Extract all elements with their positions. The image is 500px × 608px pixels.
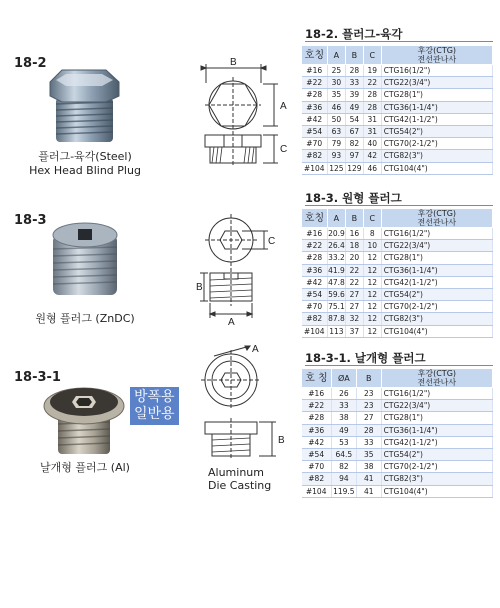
table-row [302, 313, 493, 325]
table-cell: 30 [327, 77, 345, 89]
table-row [302, 412, 493, 424]
wing-plug-drawing [196, 342, 292, 467]
table-row [302, 436, 493, 448]
table-cell: 12 [363, 276, 381, 288]
th-thread-line1: 후강(CTG) [417, 369, 457, 378]
table-cell: 31 [363, 113, 381, 125]
table-row [302, 77, 493, 89]
table-cell: 46 [327, 101, 345, 113]
table-cell: 25 [327, 65, 345, 77]
wing-plug-photo [38, 378, 130, 458]
table-cell: 33 [331, 400, 356, 412]
table-cell: #16 [302, 388, 332, 400]
note-line2: Die Casting [208, 479, 272, 492]
table-cell: CTG16(1/2") [381, 228, 492, 240]
die-casting-note [208, 466, 271, 492]
table-cell: CTG82(3") [381, 150, 492, 162]
usage-badge [130, 387, 179, 425]
th-thread [381, 46, 492, 65]
table-body [302, 65, 493, 175]
table-row [302, 150, 493, 162]
th-b: B [356, 369, 381, 388]
table-row [302, 388, 493, 400]
table-cell: CTG104(4") [381, 162, 492, 174]
table-row [302, 162, 493, 174]
table-cell: #104 [302, 162, 328, 174]
table-cell: CTG36(1-1/4") [381, 424, 492, 436]
table-cell: 20.9 [328, 229, 345, 239]
table-row [302, 424, 493, 436]
table-cell: 16 [345, 228, 363, 240]
table-cell: 41.9 [328, 265, 345, 275]
table-cell: 19 [363, 65, 381, 77]
table-cell: 28 [363, 89, 381, 101]
table-cell: #54 [302, 448, 332, 460]
table-row [302, 113, 493, 125]
table-cell: 12 [363, 288, 381, 300]
table-cell: CTG28(1") [381, 252, 492, 264]
table-cell: #36 [302, 101, 328, 113]
table-cell: 35 [327, 89, 345, 101]
table-row [302, 125, 493, 137]
spec-table-18-3 [301, 208, 493, 338]
table-cell: #36 [302, 424, 332, 436]
table-cell: 59.6 [328, 290, 345, 300]
table-cell: CTG22(3/4") [381, 400, 492, 412]
table-cell: #42 [302, 113, 328, 125]
round-plug-photo [45, 215, 125, 300]
table-cell: 38 [356, 461, 381, 473]
table-cell: 31 [363, 125, 381, 137]
table-cell: 119.5 [333, 486, 355, 496]
th-thread-line2: 전선관나사 [417, 378, 457, 387]
spec-table-18-3-1 [301, 368, 493, 498]
table-cell: 12 [363, 325, 381, 337]
table-cell: 10 [363, 240, 381, 252]
table-cell: #54 [302, 125, 328, 137]
table-cell: CTG42(1-1/2") [381, 436, 492, 448]
table-cell: 42 [363, 150, 381, 162]
table-row [302, 288, 493, 300]
table-cell: 47.8 [328, 277, 345, 287]
table-cell: 12 [363, 252, 381, 264]
table-cell: 28 [363, 101, 381, 113]
dim-label-c: C [280, 144, 288, 155]
table-cell: CTG42(1-1/2") [381, 113, 492, 125]
table-cell: #82 [302, 150, 328, 162]
table-cell: 63 [327, 125, 345, 137]
table-cell: 129 [347, 163, 362, 173]
table-cell: CTG28(1") [381, 89, 492, 101]
table-cell: #42 [302, 436, 332, 448]
table-row [302, 485, 493, 497]
th-b: B [345, 46, 363, 65]
th-dia-a: ØA [331, 369, 356, 388]
table-cell: #104 [302, 325, 328, 337]
table-cell: 12 [363, 264, 381, 276]
table-cell: 125 [329, 163, 344, 173]
wing-plug-caption: 날개형 플러그 (Al) [40, 461, 130, 474]
table-cell: 38 [331, 412, 356, 424]
table-cell: #70 [302, 461, 332, 473]
table-cell: #82 [302, 473, 332, 485]
table-cell: 22 [363, 77, 381, 89]
table-cell: #22 [302, 77, 328, 89]
round-plug-drawing [196, 210, 292, 325]
table-cell: 27 [345, 301, 363, 313]
table-cell: 54 [345, 113, 363, 125]
table-cell: 12 [363, 313, 381, 325]
table-row [302, 301, 493, 313]
th-thread-line1: 후강(CTG) [417, 46, 457, 55]
table-cell: CTG22(3/4") [381, 77, 492, 89]
table-cell: CTG82(3") [381, 313, 492, 325]
table-cell: 22 [345, 276, 363, 288]
table-row [302, 89, 493, 101]
table-cell: 33.2 [328, 253, 345, 263]
table-cell: #28 [302, 252, 328, 264]
th-thread-line2: 전선관나사 [417, 55, 457, 64]
table-cell: #70 [302, 138, 328, 150]
product-id-18-3-1: 18-3-1 [14, 370, 61, 385]
dim-label-b: B [230, 57, 237, 68]
table-cell: 12 [363, 301, 381, 313]
table-row [302, 448, 493, 460]
table-row [302, 252, 493, 264]
table-row [302, 473, 493, 485]
table-cell: #28 [302, 412, 332, 424]
th-thread-line2: 전선관나사 [417, 218, 457, 227]
product-id-18-2: 18-2 [14, 56, 47, 71]
table-row [302, 228, 493, 240]
hex-plug-caption [10, 150, 160, 178]
table-cell: 41 [356, 485, 381, 497]
table-row [302, 276, 493, 288]
table-cell: CTG70(2-1/2") [381, 138, 492, 150]
table-cell: 40 [363, 138, 381, 150]
table-cell: 32 [345, 313, 363, 325]
dim-label-c: C [268, 236, 276, 247]
badge-line1: 방폭용 [134, 389, 175, 405]
table-cell: 39 [345, 89, 363, 101]
table-cell: 41 [356, 473, 381, 485]
table-title-18-3: 18-3. 원형 플러그 [305, 191, 402, 205]
badge-line2: 일반용 [134, 406, 175, 422]
table-cell: CTG16(1/2") [381, 65, 492, 77]
table-cell: 64.5 [331, 448, 356, 460]
round-plug-caption: 원형 플러그 (ZnDC) [35, 312, 135, 325]
th-thread [381, 209, 492, 228]
table-cell: 75.1 [328, 302, 345, 312]
table-cell: CTG54(2") [381, 288, 492, 300]
th-b: B [345, 209, 363, 228]
table-cell: #36 [302, 264, 328, 276]
th-c: C [363, 46, 381, 65]
table-cell: 49 [331, 424, 356, 436]
table-cell: 93 [327, 150, 345, 162]
table-cell: 8 [363, 228, 381, 240]
table-row [302, 138, 493, 150]
table-cell: 27 [356, 412, 381, 424]
table-body [302, 228, 493, 338]
table-cell: 79 [327, 138, 345, 150]
table-row [302, 101, 493, 113]
caption-line2: Hex Head Blind Plug [29, 164, 141, 177]
table-row [302, 264, 493, 276]
table-title-rule [305, 41, 493, 42]
table-cell: 27 [345, 288, 363, 300]
dim-label-b: B [196, 282, 203, 293]
table-cell: CTG36(1-1/4") [381, 264, 492, 276]
table-cell: #70 [302, 301, 328, 313]
table-cell: 20 [345, 252, 363, 264]
table-row [302, 65, 493, 77]
table-row [302, 325, 493, 337]
table-body [302, 388, 493, 498]
table-cell: CTG82(3") [381, 473, 492, 485]
th-a: A [327, 46, 345, 65]
table-cell: 37 [345, 325, 363, 337]
table-cell: 46 [363, 162, 381, 174]
th-nominal: 호 칭 [302, 369, 332, 388]
table-cell: 50 [327, 113, 345, 125]
th-thread-line1: 후강(CTG) [417, 209, 457, 218]
table-cell: CTG104(4") [381, 325, 492, 337]
table-cell: 82 [331, 461, 356, 473]
table-cell: 97 [345, 150, 363, 162]
table-cell: #42 [302, 276, 328, 288]
table-cell: 53 [331, 436, 356, 448]
table-title-18-2: 18-2. 플러그-육각 [305, 27, 403, 41]
hex-plug-photo [42, 66, 127, 146]
table-cell: 33 [356, 436, 381, 448]
table-cell: CTG42(1-1/2") [381, 276, 492, 288]
table-cell: #82 [302, 313, 328, 325]
table-cell: 23 [356, 388, 381, 400]
table-cell: CTG22(3/4") [381, 240, 492, 252]
dim-label-a: A [228, 317, 235, 325]
table-cell: 28 [345, 65, 363, 77]
th-c: C [363, 209, 381, 228]
table-cell: 28 [356, 424, 381, 436]
table-cell: 67 [345, 125, 363, 137]
note-line1: Aluminum [208, 466, 264, 479]
caption-line1: 플러그-육각(Steel) [38, 150, 132, 163]
dim-label-a: A [280, 101, 287, 112]
dim-label-b: B [278, 435, 285, 446]
table-row [302, 461, 493, 473]
table-cell: 35 [356, 448, 381, 460]
table-cell: 23 [356, 400, 381, 412]
table-cell: 87.8 [328, 314, 345, 324]
table-cell: 18 [345, 240, 363, 252]
table-cell: 22 [345, 264, 363, 276]
table-cell: CTG70(2-1/2") [381, 301, 492, 313]
th-nominal: 호칭 [302, 209, 328, 228]
table-cell: 82 [345, 138, 363, 150]
hex-plug-drawing [196, 55, 292, 175]
table-cell: 26.4 [328, 241, 345, 251]
table-cell: CTG54(2") [381, 125, 492, 137]
table-title-rule [305, 365, 493, 366]
table-title-rule [305, 205, 493, 206]
table-cell: CTG54(2") [381, 448, 492, 460]
table-cell: CTG36(1-1/4") [381, 101, 492, 113]
th-a: A [327, 209, 345, 228]
table-cell: 113 [329, 326, 344, 336]
th-nominal: 호칭 [302, 46, 328, 65]
table-cell: 26 [331, 388, 356, 400]
table-cell: 94 [331, 473, 356, 485]
table-cell: #16 [302, 228, 328, 240]
table-cell: #104 [302, 485, 332, 497]
spec-table-18-2 [301, 45, 493, 175]
dim-label-a: A [252, 344, 259, 355]
product-id-18-3: 18-3 [14, 213, 47, 228]
table-cell: CTG28(1") [381, 412, 492, 424]
table-cell: CTG104(4") [381, 485, 492, 497]
table-cell: #22 [302, 400, 332, 412]
table-cell: #54 [302, 288, 328, 300]
table-cell: #22 [302, 240, 328, 252]
th-thread [381, 369, 492, 388]
table-cell: 33 [345, 77, 363, 89]
table-cell: CTG16(1/2") [381, 388, 492, 400]
table-row [302, 400, 493, 412]
table-cell: #28 [302, 89, 328, 101]
table-title-18-3-1: 18-3-1. 날개형 플러그 [305, 351, 426, 365]
table-cell: CTG70(2-1/2") [381, 461, 492, 473]
table-row [302, 240, 493, 252]
table-cell: #16 [302, 65, 328, 77]
table-cell: 49 [345, 101, 363, 113]
